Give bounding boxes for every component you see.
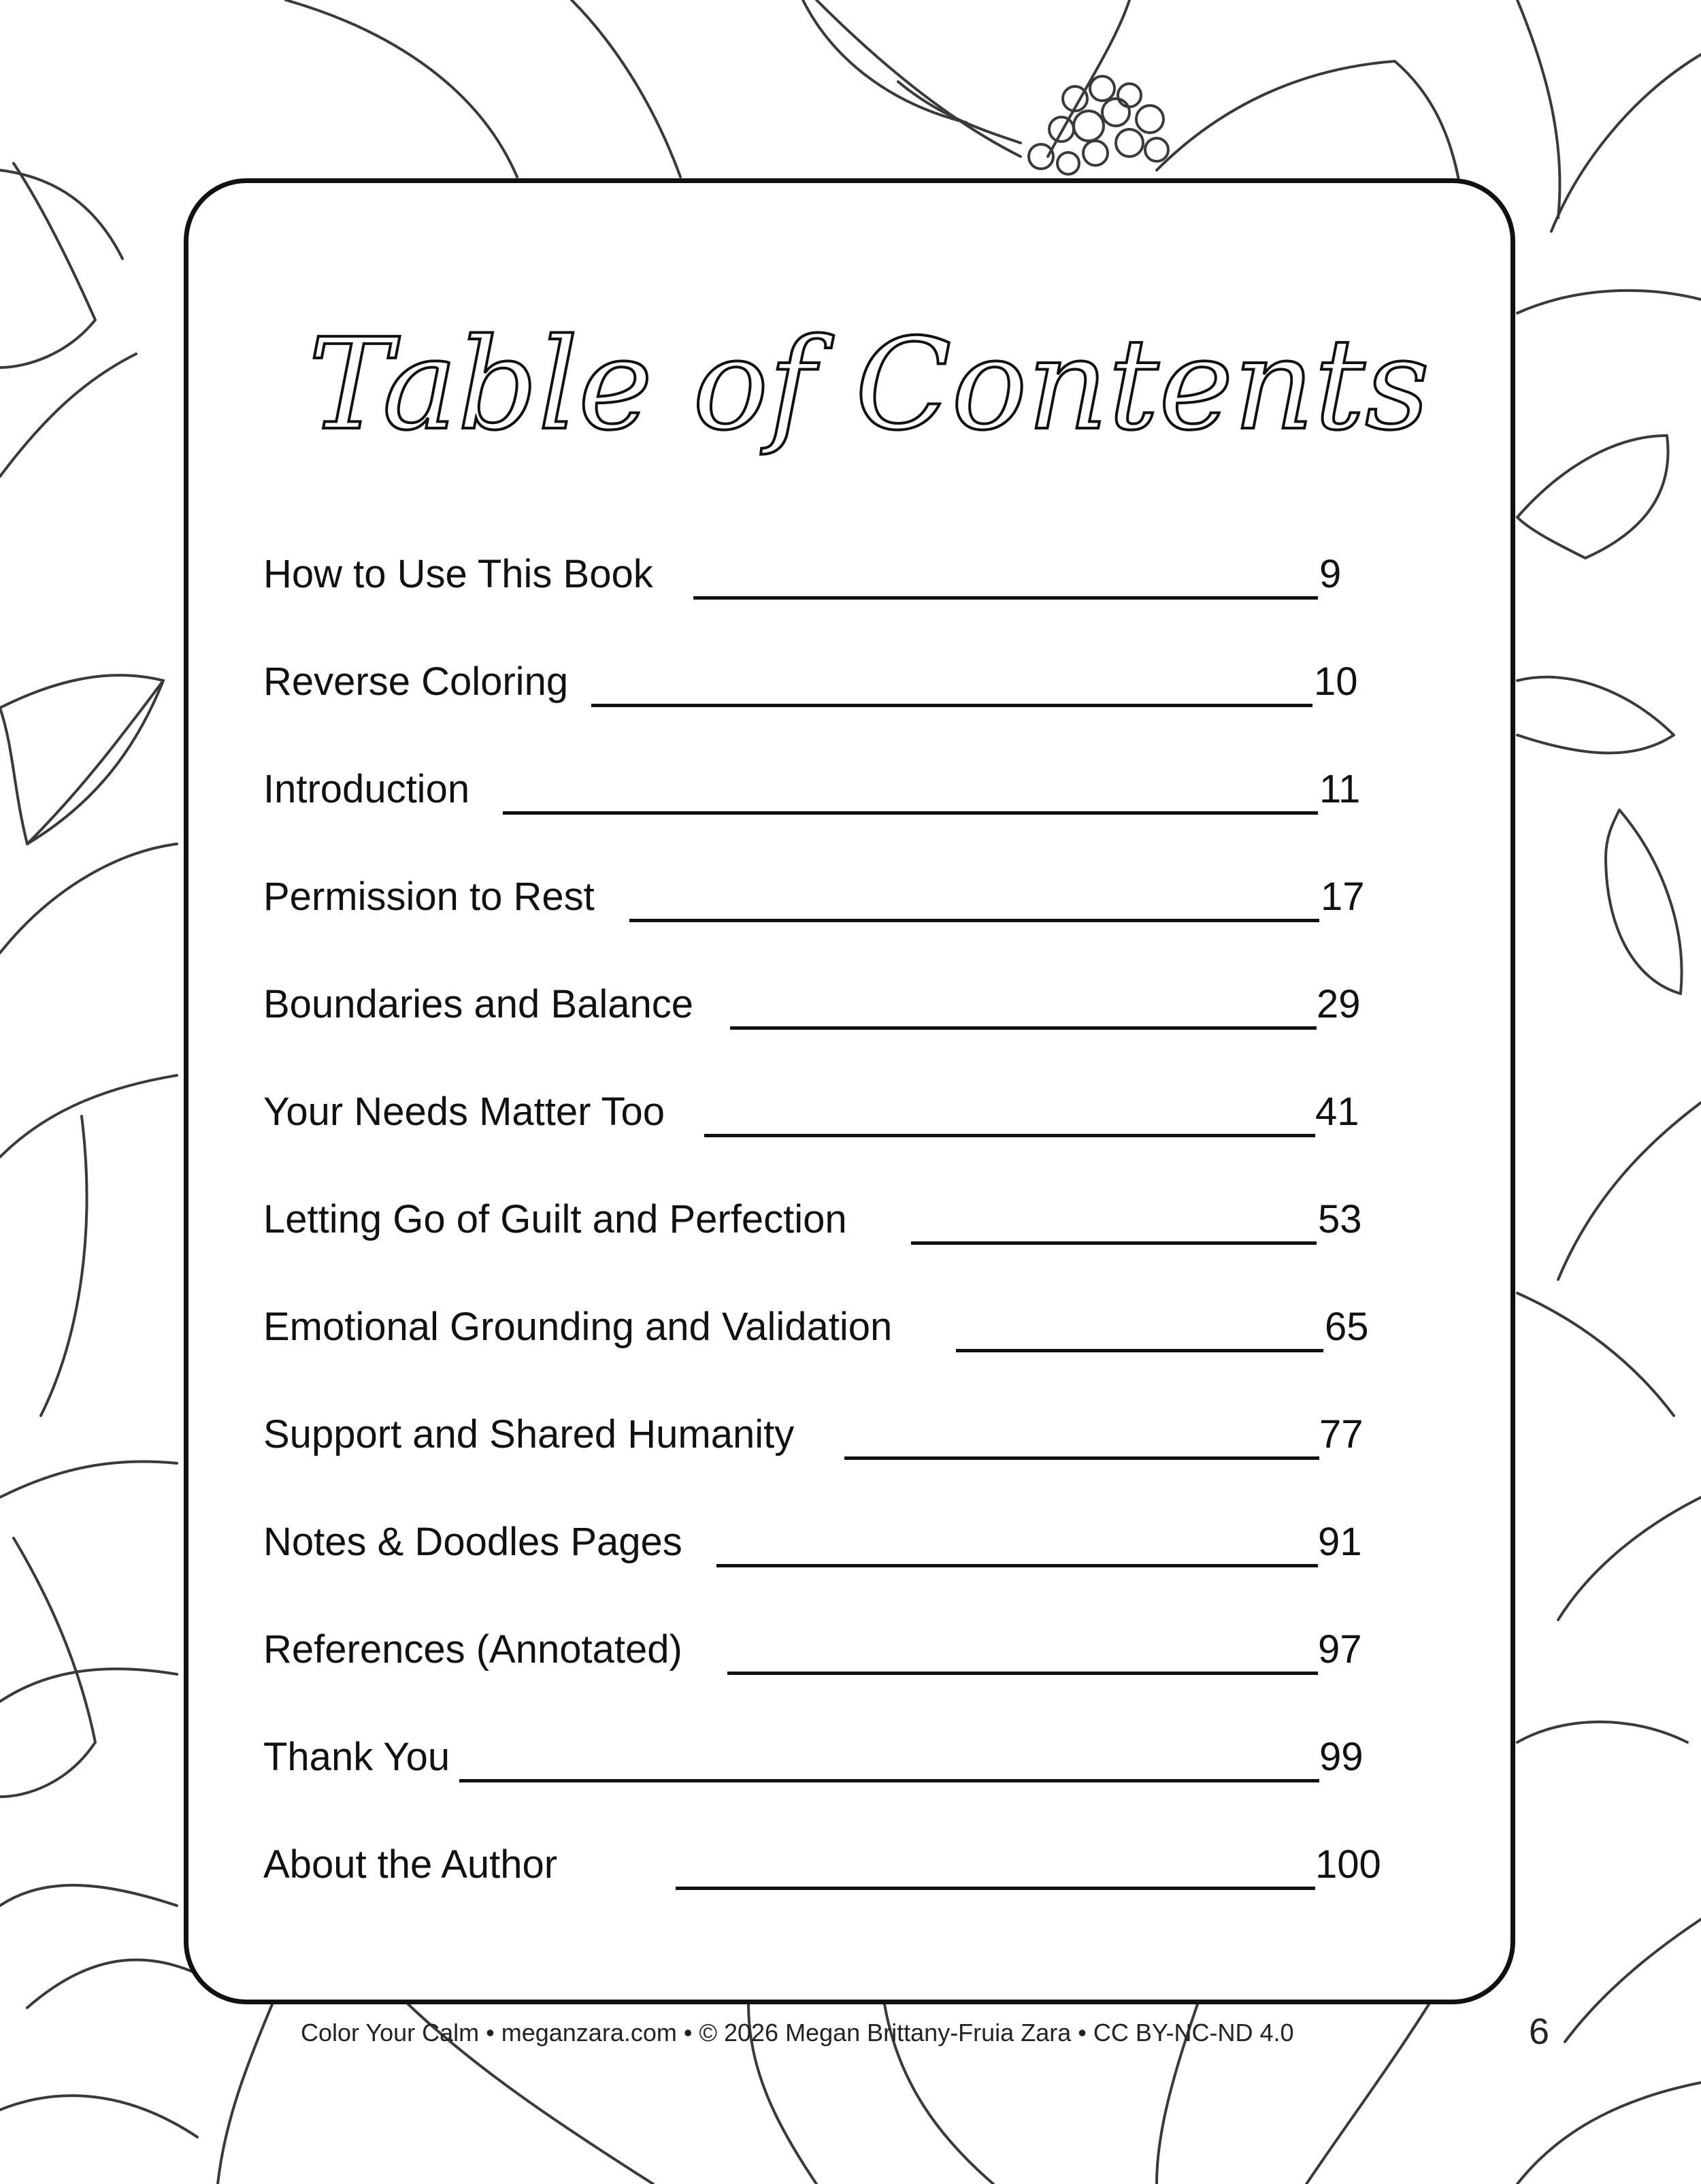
toc-entry-page: 10 xyxy=(1314,659,1358,704)
toc-entry[interactable] xyxy=(263,979,1529,1034)
toc-entry-page: 77 xyxy=(1319,1412,1364,1456)
toc-entry-title: Your Needs Matter Too xyxy=(263,1090,665,1134)
toc-leader-line xyxy=(676,1887,1315,1890)
toc-leader-line xyxy=(704,1134,1315,1137)
toc-entry-page: 99 xyxy=(1319,1735,1364,1779)
toc-leader-line xyxy=(844,1456,1319,1460)
toc-entry[interactable] xyxy=(263,872,1529,926)
toc-card xyxy=(184,178,1515,2004)
toc-entry-page: 17 xyxy=(1321,875,1365,919)
toc-leader-line xyxy=(727,1672,1318,1675)
toc-entry-title: Letting Go of Guilt and Perfection xyxy=(263,1197,847,1241)
toc-entry-page: 100 xyxy=(1315,1842,1381,1887)
toc-entry-title: Reverse Coloring xyxy=(263,659,569,704)
toc-entry-page: 9 xyxy=(1319,552,1342,596)
toc-leader-line xyxy=(503,811,1318,815)
toc-leader-line xyxy=(591,704,1312,707)
toc-entry-title: Permission to Rest xyxy=(263,875,595,919)
toc-entry-page: 29 xyxy=(1317,982,1361,1026)
toc-entry-page: 97 xyxy=(1318,1627,1362,1672)
toc-entry[interactable] xyxy=(263,549,1529,604)
toc-leader-line xyxy=(730,1026,1317,1030)
toc-entry-page: 11 xyxy=(1319,767,1361,811)
toc-title-text: Table of Contents xyxy=(308,311,1430,458)
toc-leader-line xyxy=(629,919,1319,922)
toc-entry[interactable] xyxy=(263,1087,1529,1141)
toc-entry[interactable] xyxy=(263,1840,1529,1894)
toc-leader-line xyxy=(911,1241,1317,1245)
toc-leader-line xyxy=(693,596,1318,600)
toc-entry-title: Boundaries and Balance xyxy=(263,982,694,1026)
toc-entry-title: Support and Shared Humanity xyxy=(263,1412,795,1456)
toc-entry-title: Emotional Grounding and Validation xyxy=(263,1305,893,1349)
toc-entry[interactable] xyxy=(263,657,1529,711)
toc-entry-page: 41 xyxy=(1315,1090,1359,1134)
toc-leader-line xyxy=(716,1564,1318,1567)
toc-entry[interactable] xyxy=(263,1517,1529,1571)
toc-entry-title: About the Author xyxy=(263,1842,558,1887)
page-number: 6 xyxy=(1528,2011,1550,2052)
toc-entry[interactable] xyxy=(263,1194,1529,1249)
toc-entry[interactable] xyxy=(263,1302,1529,1356)
toc-entry-page: 65 xyxy=(1325,1305,1369,1349)
toc-leader-line xyxy=(459,1779,1319,1782)
toc-entry-title: How to Use This Book xyxy=(263,552,653,596)
toc-entry[interactable] xyxy=(263,1732,1529,1787)
toc-entry[interactable] xyxy=(263,1625,1529,1679)
toc-leader-line xyxy=(956,1349,1323,1352)
toc-entry[interactable] xyxy=(263,1409,1529,1464)
toc-title xyxy=(188,183,1520,510)
toc-entry-page: 91 xyxy=(1318,1520,1362,1564)
toc-entry-title: Notes & Doodles Pages xyxy=(263,1520,682,1564)
toc-entry-title: References (Annotated) xyxy=(263,1627,682,1672)
toc-entry-title: Introduction xyxy=(263,767,470,811)
footer-text: Color Your Calm • meganzara.com • © 2026 Megan Brittany-Fruia Zara • CC BY-NC-ND 4.0 xyxy=(301,2019,1294,2047)
toc-entry-page: 53 xyxy=(1318,1197,1362,1241)
toc-entry[interactable] xyxy=(263,764,1529,819)
toc-entry-title: Thank You xyxy=(263,1735,450,1779)
